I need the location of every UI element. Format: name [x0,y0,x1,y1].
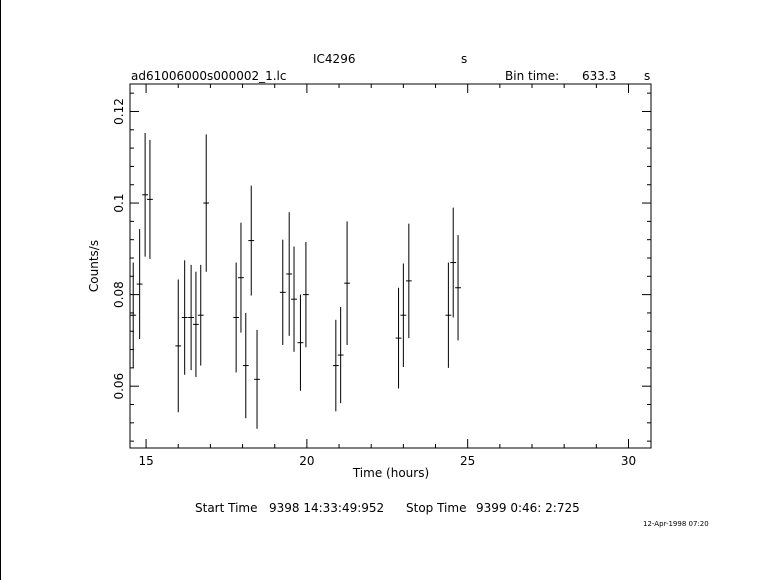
y-axis-label: Counts/s [87,239,101,293]
data-points [130,133,461,429]
bin-time-label: Bin time: [505,69,560,83]
y-tick-label: 0.1 [112,193,126,213]
y-tick-label: 0.06 [112,372,126,400]
x-tick-label: 30 [620,454,637,468]
date-stamp: 12-Apr-1998 07:20 [643,520,709,528]
bin-time-unit: s [644,69,651,83]
plot-frame [130,84,651,448]
object-title: IC4296 [313,52,356,66]
filename-label: ad61006000s000002_1.lc [131,69,287,83]
bin-time-value: 633.3 [582,69,617,83]
stop-time-label: Stop Time [406,501,467,515]
object-unit: s [461,52,468,66]
start-time-value: 9398 14:33:49:952 [269,501,385,515]
start-time-label: Start Time [195,501,258,515]
x-tick-label: 20 [299,454,315,468]
stop-time-value: 9399 0:46: 2:725 [476,501,580,515]
y-tick-label: 0.08 [112,281,126,308]
x-axis-label: Time (hours) [352,466,430,480]
y-tick-label: 0.12 [112,98,126,125]
x-tick-label: 15 [138,454,154,468]
x-tick-label: 25 [460,454,476,468]
axis-ticks [130,84,651,448]
